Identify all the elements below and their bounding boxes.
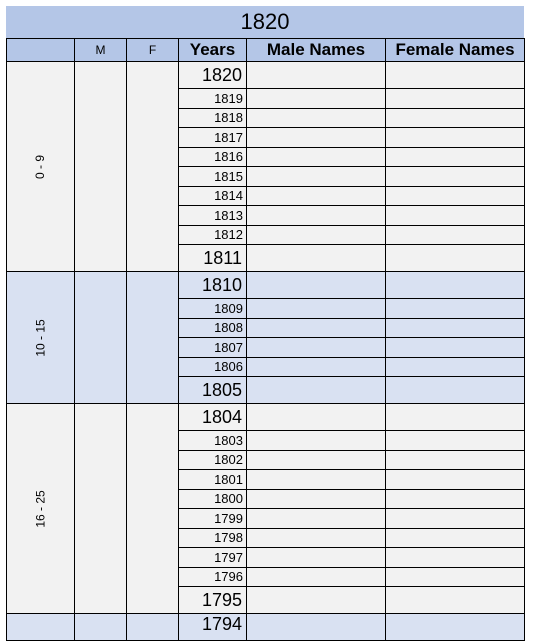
year-cell[interactable]: 1795	[179, 587, 247, 614]
male-names-cell[interactable]	[247, 450, 386, 470]
male-names-cell[interactable]	[247, 587, 386, 614]
male-names-cell[interactable]	[247, 108, 386, 128]
header-female-names[interactable]: Female Names	[386, 39, 525, 62]
year-cell[interactable]: 1798	[179, 528, 247, 548]
year-cell[interactable]: 1799	[179, 509, 247, 529]
year-cell[interactable]: 1812	[179, 225, 247, 245]
male-names-cell[interactable]	[247, 245, 386, 272]
female-names-cell[interactable]	[386, 450, 525, 470]
age-range-label: 10 - 15	[33, 318, 48, 357]
header-row	[7, 39, 525, 62]
male-names-cell[interactable]	[247, 509, 386, 529]
spreadsheet	[6, 6, 524, 641]
female-names-cell[interactable]	[386, 528, 525, 548]
female-names-cell[interactable]	[386, 377, 525, 404]
year-cell[interactable]: 1805	[179, 377, 247, 404]
year-cell[interactable]: 1803	[179, 431, 247, 451]
census-table	[6, 38, 525, 641]
female-count-cell[interactable]	[127, 614, 179, 641]
table-row	[7, 404, 525, 431]
year-cell[interactable]: 1813	[179, 206, 247, 226]
female-names-cell[interactable]	[386, 357, 525, 377]
year-cell[interactable]: 1806	[179, 357, 247, 377]
female-names-cell[interactable]	[386, 206, 525, 226]
year-cell[interactable]: 1817	[179, 128, 247, 148]
sheet-title: 1820	[6, 6, 524, 38]
year-cell[interactable]: 1811	[179, 245, 247, 272]
female-count-cell[interactable]	[127, 272, 179, 404]
female-names-cell[interactable]	[386, 338, 525, 358]
male-names-cell[interactable]	[247, 272, 386, 299]
female-names-cell[interactable]	[386, 614, 525, 641]
female-count-cell[interactable]	[127, 62, 179, 272]
female-names-cell[interactable]	[386, 245, 525, 272]
header-age[interactable]	[7, 39, 75, 62]
male-names-cell[interactable]	[247, 89, 386, 109]
year-cell[interactable]: 1815	[179, 167, 247, 187]
female-names-cell[interactable]	[386, 225, 525, 245]
header-years[interactable]: Years	[179, 39, 247, 62]
male-names-cell[interactable]	[247, 614, 386, 641]
year-cell[interactable]: 1804	[179, 404, 247, 431]
female-names-cell[interactable]	[386, 548, 525, 568]
female-names-cell[interactable]	[386, 587, 525, 614]
male-names-cell[interactable]	[247, 299, 386, 319]
female-names-cell[interactable]	[386, 567, 525, 587]
female-names-cell[interactable]	[386, 470, 525, 490]
male-names-cell[interactable]	[247, 489, 386, 509]
year-cell[interactable]: 1820	[179, 62, 247, 89]
male-names-cell[interactable]	[247, 128, 386, 148]
female-names-cell[interactable]	[386, 128, 525, 148]
male-count-cell[interactable]	[75, 62, 127, 272]
female-names-cell[interactable]	[386, 62, 525, 89]
female-names-cell[interactable]	[386, 489, 525, 509]
year-cell[interactable]: 1816	[179, 147, 247, 167]
year-cell[interactable]: 1801	[179, 470, 247, 490]
male-names-cell[interactable]	[247, 318, 386, 338]
year-cell[interactable]: 1818	[179, 108, 247, 128]
female-names-cell[interactable]	[386, 272, 525, 299]
male-names-cell[interactable]	[247, 225, 386, 245]
header-male-count[interactable]: M	[75, 39, 127, 62]
age-range-cell[interactable]	[7, 404, 75, 614]
year-cell[interactable]: 1807	[179, 338, 247, 358]
male-names-cell[interactable]	[247, 431, 386, 451]
male-names-cell[interactable]	[247, 528, 386, 548]
male-names-cell[interactable]	[247, 62, 386, 89]
age-range-cell[interactable]	[7, 272, 75, 404]
male-names-cell[interactable]	[247, 357, 386, 377]
female-names-cell[interactable]	[386, 509, 525, 529]
female-names-cell[interactable]	[386, 147, 525, 167]
header-male-names[interactable]: Male Names	[247, 39, 386, 62]
year-cell[interactable]: 1796	[179, 567, 247, 587]
female-count-cell[interactable]	[127, 404, 179, 614]
male-count-cell[interactable]	[75, 272, 127, 404]
male-names-cell[interactable]	[247, 206, 386, 226]
female-names-cell[interactable]	[386, 186, 525, 206]
year-cell[interactable]: 1808	[179, 318, 247, 338]
year-cell[interactable]: 1810	[179, 272, 247, 299]
table-row	[7, 272, 525, 299]
female-names-cell[interactable]	[386, 404, 525, 431]
male-names-cell[interactable]	[247, 186, 386, 206]
male-count-cell[interactable]	[75, 614, 127, 641]
year-cell[interactable]: 1802	[179, 450, 247, 470]
table-row	[7, 62, 525, 89]
year-cell[interactable]: 1809	[179, 299, 247, 319]
male-names-cell[interactable]	[247, 404, 386, 431]
year-cell[interactable]: 1814	[179, 186, 247, 206]
male-names-cell[interactable]	[247, 167, 386, 187]
age-range-cell[interactable]	[7, 614, 75, 641]
header-female-count[interactable]: F	[127, 39, 179, 62]
female-names-cell[interactable]	[386, 299, 525, 319]
male-count-cell[interactable]	[75, 404, 127, 614]
female-names-cell[interactable]	[386, 89, 525, 109]
male-names-cell[interactable]	[247, 147, 386, 167]
year-cell[interactable]: 1797	[179, 548, 247, 568]
male-names-cell[interactable]	[247, 377, 386, 404]
table-body	[7, 62, 525, 641]
year-cell[interactable]: 1794	[179, 614, 247, 641]
female-names-cell[interactable]	[386, 318, 525, 338]
male-names-cell[interactable]	[247, 338, 386, 358]
male-names-cell[interactable]	[247, 567, 386, 587]
male-names-cell[interactable]	[247, 470, 386, 490]
age-range-label: 16 - 25	[33, 489, 48, 528]
year-cell[interactable]: 1800	[179, 489, 247, 509]
year-cell[interactable]: 1819	[179, 89, 247, 109]
female-names-cell[interactable]	[386, 108, 525, 128]
male-names-cell[interactable]	[247, 548, 386, 568]
female-names-cell[interactable]	[386, 431, 525, 451]
table-row	[7, 614, 525, 641]
female-names-cell[interactable]	[386, 167, 525, 187]
age-range-cell[interactable]	[7, 62, 75, 272]
age-range-label: 0 - 9	[33, 154, 48, 179]
